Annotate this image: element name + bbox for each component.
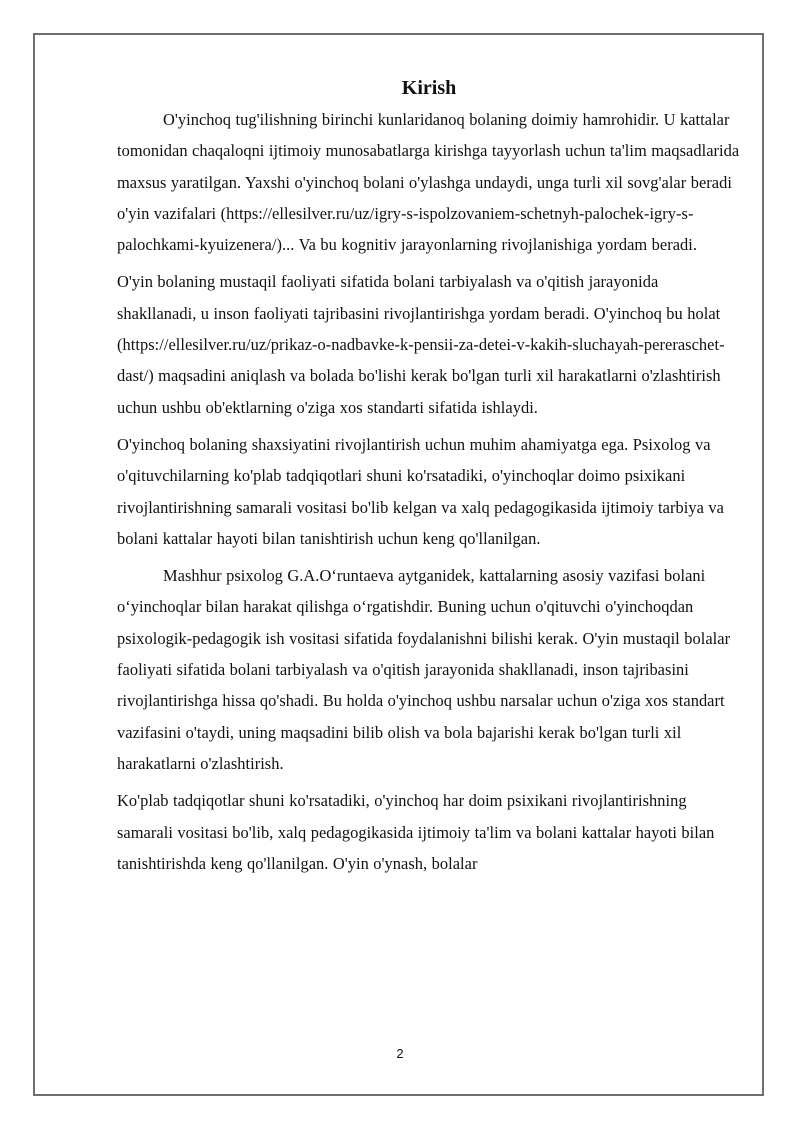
document-title: Kirish — [401, 77, 457, 99]
document-body — [117, 74, 741, 885]
paragraph-1: O'yinchoq tug'ilishning birinchi kunlaridanoq bolaning doimiy hamrohidir. U kattalar tomonidan chaqaloqni ijtimoiy munosabatlarga kirishga tayyorlash uchun ta'lim maqsadlarida maxsus yaratilgan. Yaxshi o'yinchoq bolani o'ylashga undaydi, unga turli xil sovg'alar beradi o'yin vazifalari (https://ellesilver.ru/uz/igry-s-ispolzovaniem-schetnyh-palochek-igry-s-palochkami-kyuizenera/)... Va bu kognitiv jarayonlarning rivojlanishiga yordam beradi. — [117, 110, 740, 255]
paragraph-4: Mashhur psixolog G.A.O‘runtaeva aytganidek, kattalarning asosiy vazifasi bolani o‘yinchoqlar bilan harakat qilishga o‘rgatishdir. Buning uchun o'qituvchi o'yinchoqdan psixologik-pedagogik ish vositasi sifatida foydalanishni bilishi kerak. O'yin mustaqil bolalar faoliyati sifatida bolani tarbiyalash va o'qitish jarayonida shakllanadi, inson tajribasini rivojlantirishga hissa qo'shadi. Bu holda o'yinchoq ushbu narsalar uchun o'ziga xos standart vazifasini o'taydi, uning maqsadini bilib olish va bola bajarishi kerak bo'lgan turli xil harakatlarni o'zlashtirish. — [117, 566, 731, 773]
page-number: 2 — [396, 1046, 404, 1061]
paragraph-2: O'yin bolaning mustaqil faoliyati sifatida bolani tarbiyalash va o'qitish jarayonida shakllanadi, u inson faoliyati tajribasini rivojlantirishga yordam beradi. O'yinchoq bu holat (https://ellesilver.ru/uz/prikaz-o-nadbavke-k-pensii-za-detei-v-kakih-sluchayah-pereraschet-dast/) maqsadini aniqlash va bolada bo'lishi kerak bo'lgan turli xil harakatlarni o'zlashtirish uchun ushbu ob'ektlarning o'ziga xos standarti sifatida ishlaydi. — [117, 272, 725, 417]
paragraph-3: O'yinchoq bolaning shaxsiyatini rivojlantirish uchun muhim ahamiyatga ega. Psixolog va o'qituvchilarning ko'plab tadqiqotlari shuni ko'rsatadiki, o'yinchoqlar doimo psixikani rivojlantirishning samarali vositasi bo'lib kelgan va xalq pedagogikasida ijtimoiy tarbiya va bolani kattalar hayoti bilan tanishtirish uchun keng qo'llanilgan. — [117, 434, 724, 548]
paragraph-5: Ko'plab tadqiqotlar shuni ko'rsatadiki, o'yinchoq har doim psixikani rivojlantirishning samarali vositasi bo'lib, xalq pedagogikasida ijtimoiy ta'lim va bolani kattalar hayoti bilan tanishtirishda keng qo'llanilgan. O'yin o'ynash, bolalar — [117, 791, 715, 873]
